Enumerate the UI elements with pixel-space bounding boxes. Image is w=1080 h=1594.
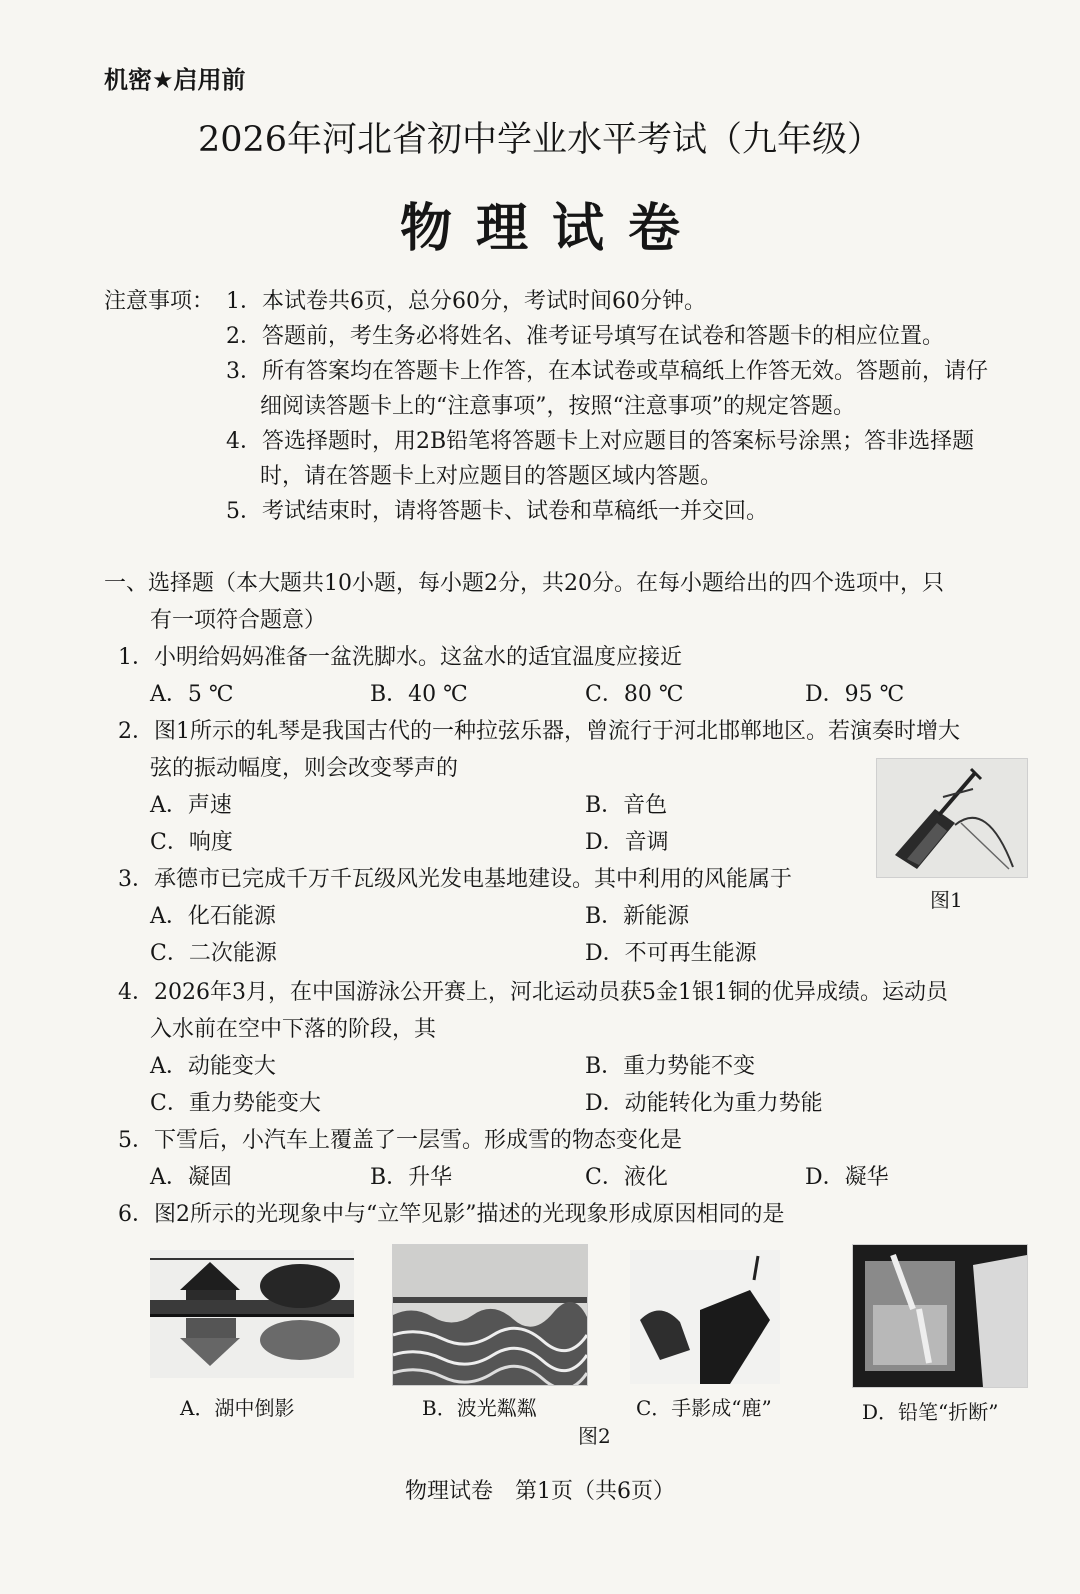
q3-option-a: A．化石能源: [150, 904, 276, 929]
q3-option-c: C．二次能源: [150, 941, 277, 966]
lake-reflection-illustration: [150, 1250, 354, 1378]
q4-option-d: D．动能转化为重力势能: [585, 1091, 823, 1116]
notice-item: 2．答题前，考生务必将姓名、准考证号填写在试卷和答题卡的相应位置。: [226, 324, 944, 349]
q2-option-b: B．音色: [585, 793, 668, 818]
question-1-stem: 1．小明给妈妈准备一盆洗脚水。这盆水的适宜温度应接近: [118, 645, 682, 670]
q2-option-a: A．声速: [150, 793, 232, 818]
q1-option-d: D．95 ℃: [805, 682, 905, 707]
confidential-mark: 机密★启用前: [104, 66, 246, 94]
section-heading: 一、选择题（本大题共10小题，每小题2分，共20分。在每小题给出的四个选项中，只: [104, 571, 944, 596]
q3-option-b: B．新能源: [585, 904, 690, 929]
figure-2c-caption: C．手影成“鹿”: [636, 1396, 772, 1420]
q1-option-a: A．5 ℃: [150, 682, 234, 707]
figure-2b-sparkling-water-image: [392, 1244, 588, 1386]
q2-option-c: C．响度: [150, 830, 233, 855]
notice-item: 时，请在答题卡上对应题目的答题区域内答题。: [260, 464, 723, 489]
q5-option-c: C．液化: [585, 1165, 668, 1190]
question-2-stem: 2．图1所示的轧琴是我国古代的一种拉弦乐器，曾流行于河北邯郸地区。若演奏时增大: [118, 719, 960, 744]
figure-1-caption: 图1: [930, 888, 963, 912]
q4-option-a: A．动能变大: [150, 1054, 276, 1079]
notice-item: 细阅读答题卡上的“注意事项”，按照“注意事项”的规定答题。: [260, 394, 855, 419]
question-3-stem: 3．承德市已完成千万千瓦级风光发电基地建设。其中利用的风能属于: [118, 867, 792, 892]
subject-title: 物理试卷: [399, 198, 704, 259]
hand-shadow-illustration: [630, 1250, 780, 1384]
figure-2-caption: 图2: [578, 1424, 611, 1448]
q3-option-d: D．不可再生能源: [585, 941, 757, 966]
q2-option-d: D．音调: [585, 830, 669, 855]
q1-option-c: C．80 ℃: [585, 682, 684, 707]
bent-pencil-illustration: [853, 1245, 1027, 1387]
notice-item: 1．本试卷共6页，总分60分，考试时间60分钟。: [226, 289, 706, 314]
figure-2a-caption: A．湖中倒影: [180, 1396, 295, 1420]
figure-1-zhaqin-image: [876, 758, 1028, 878]
q1-option-b: B．40 ℃: [370, 682, 468, 707]
notice-item: 5．考试结束时，请将答题卡、试卷和草稿纸一并交回。: [226, 499, 768, 524]
q5-option-b: B．升华: [370, 1165, 453, 1190]
question-2-stem-cont: 弦的振动幅度，则会改变琴声的: [150, 756, 459, 781]
figure-2b-caption: B．波光粼粼: [422, 1396, 537, 1420]
section-heading-cont: 有一项符合题意）: [150, 608, 327, 633]
figure-2d-caption: D．铅笔“折断”: [862, 1400, 999, 1424]
figure-2d-bent-pencil-image: [852, 1244, 1028, 1388]
zhaqin-illustration: [877, 759, 1027, 877]
figure-2a-lake-reflection-image: [150, 1250, 354, 1378]
q4-option-b: B．重力势能不变: [585, 1054, 756, 1079]
page-footer: 物理试卷 第1页（共6页）: [405, 1479, 675, 1504]
notice-item: 3．所有答案均在答题卡上作答，在本试卷或草稿纸上作答无效。答题前，请仔: [226, 359, 988, 384]
question-4-stem-cont: 入水前在空中下落的阶段，其: [150, 1017, 437, 1042]
q5-option-a: A．凝固: [150, 1165, 232, 1190]
notice-item: 4．答选择题时，用2B铅笔将答题卡上对应题目的答案标号涂黑；答非选择题: [226, 429, 975, 454]
figure-2c-hand-shadow-image: [630, 1250, 780, 1384]
sparkling-water-illustration: [393, 1245, 587, 1385]
question-4-stem: 4．2026年3月，在中国游泳公开赛上，河北运动员获5金1银1铜的优异成绩。运动员: [118, 980, 948, 1005]
q5-option-d: D．凝华: [805, 1165, 889, 1190]
exam-title: 2026年河北省初中学业水平考试（九年级）: [197, 120, 883, 160]
notice-label: 注意事项：: [104, 289, 215, 314]
question-6-stem: 6．图2所示的光现象中与“立竿见影”描述的光现象形成原因相同的是: [118, 1202, 785, 1227]
question-5-stem: 5．下雪后，小汽车上覆盖了一层雪。形成雪的物态变化是: [118, 1128, 682, 1153]
q4-option-c: C．重力势能变大: [150, 1091, 321, 1116]
